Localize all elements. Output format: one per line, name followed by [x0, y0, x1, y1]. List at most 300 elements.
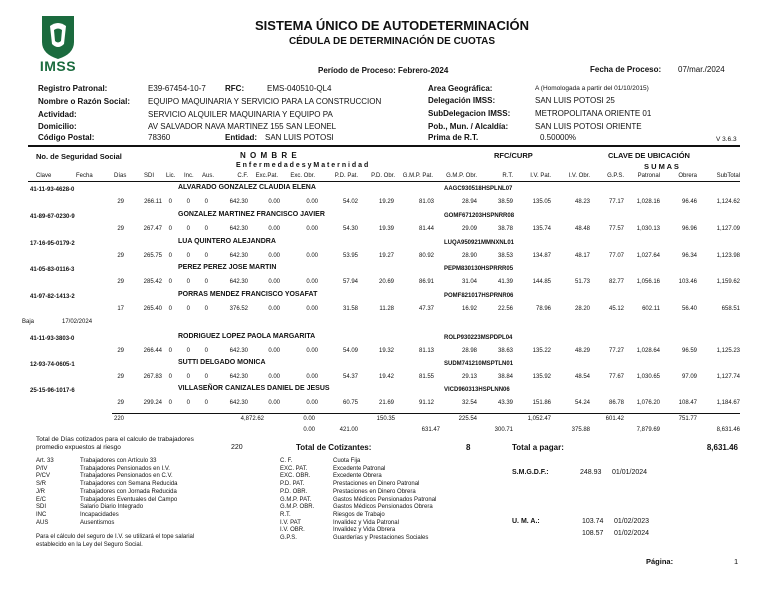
pagina-label: Página:: [646, 557, 674, 566]
row-value: 11.28: [379, 306, 394, 312]
row-value: 96.46: [681, 199, 697, 205]
header-top-rule: [28, 145, 740, 147]
col-clave-header: CLAVE DE UBICACIÓN: [608, 151, 690, 160]
legend-code: I.V. OBR.: [280, 527, 305, 534]
row-value: 1,124.62: [716, 199, 740, 205]
legend-desc: Trabajadores con Semana Reducida: [80, 481, 178, 488]
row-value: 602.11: [642, 306, 660, 312]
column-label: G.M.P. Pat.: [402, 173, 433, 179]
legend-desc: Trabajadores con Artículo 33: [80, 458, 157, 464]
column-label: Días: [114, 173, 127, 179]
baja-label: Baja: [22, 319, 35, 325]
uma-label: U. M. A.:: [512, 518, 540, 525]
row-value: 19.39: [378, 226, 394, 232]
row-value: 77.67: [608, 374, 624, 380]
legend-code: P/IV: [36, 465, 48, 472]
legend-desc: Trabajadores con Jornada Reducida: [80, 488, 177, 495]
row-value: 29.13: [461, 374, 477, 380]
row-value: 0: [168, 199, 172, 205]
row-value: 642.30: [229, 226, 248, 232]
total-cotizantes-label: Total de Cotizantes:: [296, 443, 372, 452]
legend-code: R.T.: [280, 511, 291, 518]
col-nss-header: No. de Seguridad Social: [36, 152, 122, 161]
imss-logo-text: IMSS: [39, 58, 77, 74]
total-pd-pat: 421.00: [339, 427, 358, 433]
row-value: 1,028.16: [636, 199, 660, 205]
row-value: 0: [204, 374, 208, 380]
row-value: 38.53: [497, 253, 513, 259]
rfc-curp-cell: POMF821017HSPRNR06: [444, 293, 514, 299]
row-value: 38.78: [497, 226, 513, 232]
total-obrera: 751.77: [678, 416, 697, 422]
legend-desc: Excedente Patronal: [333, 465, 386, 472]
row-value: 0: [186, 306, 190, 312]
imss-emblem-icon: [38, 14, 78, 60]
prima-value: 0.50000%: [540, 133, 577, 142]
row-value: 1,184.67: [716, 400, 740, 406]
nss-cell: 41-11-93-4628-0: [30, 187, 75, 193]
row-value: 21.69: [378, 400, 394, 406]
uma-date-1: 01/02/2023: [614, 518, 650, 525]
row-value: 0.00: [306, 400, 318, 406]
row-value: 48.54: [574, 374, 590, 380]
row-value: 29: [117, 400, 124, 406]
row-value: 38.59: [497, 199, 513, 205]
legend-code: I.V. PAT: [280, 519, 301, 526]
rfc-curp-cell: SUDM741210MSPTLN01: [444, 361, 514, 367]
row-value: 267.83: [143, 374, 162, 380]
row-value: 28.90: [461, 253, 477, 259]
periodo-proceso: Período de Proceso: Febrero-2024: [318, 66, 449, 75]
imss-logo: [38, 14, 78, 72]
employee-name: PEREZ PEREZ JOSE MARTIN: [178, 264, 277, 271]
row-value: 77.07: [608, 253, 624, 259]
row-value: 642.30: [229, 253, 248, 259]
row-value: 135.92: [532, 374, 551, 380]
row-value: 266.11: [144, 199, 162, 205]
row-value: 16.92: [461, 306, 477, 312]
total-gmp-pat: 631.47: [421, 427, 440, 433]
row-value: 43.39: [497, 400, 513, 406]
row-value: 29: [117, 226, 124, 232]
employee-name: LUA QUINTERO ALEJANDRA: [178, 238, 276, 245]
nss-cell: 41-89-67-0230-9: [30, 214, 75, 220]
row-value: 265.75: [143, 253, 162, 259]
row-value: 54.24: [574, 400, 590, 406]
row-value: 134.87: [532, 253, 551, 259]
row-value: 1,076.20: [636, 400, 660, 406]
row-value: 1,123.98: [716, 253, 740, 259]
row-value: 0: [204, 253, 208, 259]
total-subtotal: 8,631.46: [716, 427, 740, 433]
row-value: 81.13: [418, 348, 434, 354]
domicilio-label: Domicilio:: [38, 122, 77, 131]
row-value: 53.95: [342, 253, 358, 259]
row-value: 151.86: [532, 400, 551, 406]
legend-code: P.D. PAT.: [280, 481, 305, 488]
col-nombre-header: N O M B R E: [240, 151, 298, 160]
row-value: 54.02: [342, 199, 358, 205]
row-value: 0: [186, 348, 190, 354]
row-value: 1,028.64: [636, 348, 660, 354]
column-label: Aus.: [202, 173, 215, 179]
row-value: 17: [117, 306, 124, 312]
subdelegacion-value: METROPOLITANA ORIENTE 01: [535, 109, 652, 118]
row-value: 108.47: [678, 400, 697, 406]
row-value: 0: [186, 199, 190, 205]
total-gps: 601.42: [605, 416, 624, 422]
row-value: 28.98: [461, 348, 477, 354]
pagina-value: 1: [734, 557, 739, 566]
column-label: Exc.Pat.: [255, 173, 278, 179]
legend-iv-note: Para el cálculo del seguro de I.V. se utilizará el tope salarial establecido en la Ley del Seguro Social.: [36, 534, 195, 548]
rfc-curp-cell: AAGC930518HSPLNL07: [444, 186, 513, 192]
row-value: 31.58: [342, 306, 358, 312]
column-label: P.D. Pat.: [334, 173, 358, 179]
row-value: 77.17: [608, 199, 624, 205]
employee-name: GONZALEZ MARTINEZ FRANCISCO JAVIER: [178, 211, 325, 218]
row-value: 135.05: [532, 199, 551, 205]
rfc-curp-cell: ROLP930223MSPDPL04: [444, 335, 513, 341]
legend-desc: Trabajadores Pensionados en I.V.: [80, 465, 170, 472]
row-value: 267.47: [143, 226, 162, 232]
row-value: 1,027.64: [636, 253, 660, 259]
subdelegacion-label: SubDelegacion IMSS:: [428, 109, 511, 118]
row-value: 29: [117, 279, 124, 285]
nss-cell: 41-11-93-3803-0: [30, 336, 75, 342]
legend-desc: Cuota Fija: [333, 458, 361, 464]
row-value: 0.00: [306, 374, 318, 380]
row-value: 56.40: [681, 306, 697, 312]
legend-desc: Gastos Médicos Pensionados Obrera: [333, 504, 433, 511]
row-value: 48.29: [574, 348, 590, 354]
col-enf-header: E n f e r m e d a d e s y M a t e r n i d a d: [236, 162, 369, 169]
employee-name: PORRAS MENDEZ FRANCISCO YOSAFAT: [178, 291, 318, 298]
row-value: 1,056.16: [636, 279, 660, 285]
totals-rule: [112, 413, 740, 414]
row-value: 32.54: [461, 400, 477, 406]
column-label: G.P.S.: [607, 173, 624, 179]
column-label: Clave: [36, 173, 52, 179]
row-value: 91.12: [418, 400, 434, 406]
employee-name: SUTTI DELGADO MONICA: [178, 359, 266, 366]
total-pd-obr: 150.35: [376, 416, 395, 422]
dias-cotizados-value: 220: [231, 444, 243, 451]
total-dias: 220: [113, 416, 124, 422]
row-value: 0.00: [268, 226, 280, 232]
employee-name: VILLASEÑOR CANIZALES DANIEL DE JESUS: [178, 385, 330, 392]
legend-desc: Incapacidades: [80, 511, 119, 518]
legend-desc: Prestaciones en Dinero Obrera: [333, 488, 416, 495]
row-value: 0: [204, 348, 208, 354]
row-value: 0.00: [268, 348, 280, 354]
row-value: 48.48: [574, 226, 590, 232]
dias-cotizados-label: Total de Días cotizados para el calculo de trabajadores promedio expuestos al riesgo: [36, 436, 194, 451]
legend-code: G.P.S.: [280, 535, 297, 541]
row-value: 0.00: [306, 199, 318, 205]
column-label: SDI: [144, 173, 155, 179]
row-value: 0.00: [306, 279, 318, 285]
column-label: Exc. Obr.: [290, 173, 315, 179]
column-label: Fecha: [76, 173, 93, 179]
row-value: 28.94: [461, 199, 477, 205]
row-value: 28.20: [574, 306, 590, 312]
row-value: 97.09: [681, 374, 697, 380]
row-value: 60.75: [342, 400, 358, 406]
total-cf: 4,872.62: [240, 416, 264, 422]
area-label: Area Geográfica:: [428, 84, 493, 93]
row-value: 19.42: [378, 374, 394, 380]
total-exc-obr: 0.00: [303, 416, 315, 422]
legend-code: P.D. OBR.: [280, 488, 308, 495]
legend-code: E/C: [36, 496, 47, 503]
registro-label: Registro Patronal:: [38, 84, 108, 93]
row-value: 0.00: [268, 199, 280, 205]
rfc-curp-cell: LUQA950921MMNXNL01: [444, 240, 515, 246]
row-value: 0: [168, 226, 172, 232]
legend-code: AUS: [36, 519, 49, 526]
row-value: 376.52: [229, 306, 248, 312]
employee-name: ALVARADO GONZALEZ CLAUDIA ELENA: [178, 184, 316, 191]
row-value: 0.00: [268, 400, 280, 406]
row-value: 57.94: [342, 279, 358, 285]
column-label: Lic.: [166, 173, 176, 179]
row-value: 0: [204, 400, 208, 406]
legend-code: EXC. OBR.: [280, 473, 311, 480]
actividad-value: SERVICIO ALQUILER MAQUINARIA Y EQUIPO PA: [148, 110, 333, 119]
row-value: 0: [186, 253, 190, 259]
row-value: 41.39: [497, 279, 513, 285]
legend-code: EXC. PAT.: [280, 465, 308, 472]
legend-desc: Trabajadores Eventuales del Campo: [80, 496, 178, 503]
legend-code: P/CV: [36, 473, 51, 480]
legend-code: G.M.P. PAT.: [280, 496, 312, 503]
row-value: 78.96: [535, 306, 551, 312]
row-value: 38.63: [497, 348, 513, 354]
column-label: Obrera: [678, 173, 697, 179]
nss-cell: 41-97-82-1413-2: [30, 294, 75, 300]
row-value: 0: [168, 279, 172, 285]
column-label: C.F.: [237, 173, 248, 179]
column-label: SubTotal: [716, 173, 740, 179]
row-value: 96.59: [681, 348, 697, 354]
prima-label: Prima de R.T.: [428, 133, 479, 142]
row-value: 642.30: [229, 374, 248, 380]
row-value: 103.46: [678, 279, 697, 285]
col-rfc-header: RFC/CURP: [494, 151, 533, 160]
row-value: 658.51: [721, 306, 740, 312]
row-value: 54.09: [342, 348, 358, 354]
rfc-value: EMS-040510-QL4: [267, 84, 332, 93]
col-sumas-header: S U M A S: [644, 162, 679, 171]
delegacion-label: Delegación IMSS:: [428, 96, 496, 105]
row-value: 77.57: [608, 226, 624, 232]
page-subtitle: CÉDULA DE DETERMINACIÓN DE CUOTAS: [288, 36, 496, 47]
fecha-proceso-label: Fecha de Proceso:: [590, 65, 662, 74]
nss-cell: 41-05-83-0116-3: [30, 267, 75, 273]
row-value: 1,030.13: [636, 226, 660, 232]
row-value: 51.73: [574, 279, 590, 285]
legend-code: SDI: [36, 504, 47, 511]
row-value: 0: [186, 226, 190, 232]
row-value: 77.27: [608, 348, 624, 354]
row-value: 0: [204, 279, 208, 285]
row-value: 0.00: [306, 253, 318, 259]
row-value: 642.30: [229, 279, 248, 285]
uma-value-1: 103.74: [582, 518, 604, 525]
employee-name: RODRIGUEZ LOPEZ PAOLA MARGARITA: [178, 333, 316, 340]
row-value: 0.00: [268, 253, 280, 259]
pob-value: SAN LUIS POTOSI ORIENTE: [535, 122, 642, 131]
row-value: 0: [168, 306, 172, 312]
nombre-value: EQUIPO MAQUINARIA Y SERVICIO PARA LA CONSTRUCCION: [148, 97, 382, 106]
row-value: 0: [168, 400, 172, 406]
domicilio-value: AV SALVADOR NAVA MARTINEZ 155 SAN LEONEL: [148, 122, 337, 131]
legend-code: INC: [36, 511, 47, 518]
legend-desc: Trabajadores Pensionados en C.V.: [80, 473, 173, 480]
cp-value: 78360: [148, 133, 171, 142]
legend-desc: Ausentismos: [80, 519, 115, 526]
legend-desc: Invalidez y Vida Obrera: [333, 527, 396, 534]
nombre-label: Nombre o Razón Social:: [38, 97, 131, 106]
row-value: 1,125.23: [716, 348, 740, 354]
row-value: 135.22: [532, 348, 551, 354]
row-value: 29: [117, 253, 124, 259]
row-value: 0: [168, 253, 172, 259]
total-exc-pat: 0.00: [303, 427, 315, 433]
rfc-curp-cell: VICD960313HSPLNN06: [444, 387, 510, 393]
actividad-label: Actividad:: [38, 110, 77, 119]
total-iv-pat: 1,052.47: [527, 416, 551, 422]
row-value: 29: [117, 374, 124, 380]
row-value: 29: [117, 348, 124, 354]
row-value: 29.09: [461, 226, 477, 232]
rfc-curp-cell: PEPM830130HSPRRR05: [444, 266, 514, 272]
delegacion-value: SAN LUIS POTOSI 25: [535, 96, 615, 105]
row-value: 642.30: [229, 199, 248, 205]
row-value: 19.27: [378, 253, 394, 259]
row-value: 82.77: [608, 279, 624, 285]
column-label: G.M.P. Obr.: [446, 173, 477, 179]
legend-code: Art. 33: [36, 458, 54, 464]
smgdf-date: 01/01/2024: [612, 469, 648, 476]
row-value: 135.74: [532, 226, 551, 232]
row-value: 642.30: [229, 348, 248, 354]
row-value: 86.78: [608, 400, 624, 406]
baja-date: 17/02/2024: [62, 319, 93, 325]
row-value: 47.37: [418, 306, 434, 312]
legend-desc: Gastos Médicos Pensionados Patronal: [333, 496, 437, 503]
column-label: Inc.: [184, 173, 194, 179]
column-label: I.V. Obr.: [568, 173, 590, 179]
row-value: 22.56: [497, 306, 513, 312]
row-value: 266.44: [143, 348, 162, 354]
row-value: 299.24: [143, 400, 162, 406]
rfc-curp-cell: GOMF671203HSPNRR08: [444, 213, 515, 219]
row-value: 29: [117, 199, 124, 205]
nss-cell: 25-15-96-1017-6: [30, 388, 75, 394]
row-value: 0.00: [306, 306, 318, 312]
legend-code: G.M.P. OBR.: [280, 504, 315, 511]
row-value: 48.17: [574, 253, 590, 259]
row-value: 285.42: [143, 279, 162, 285]
row-value: 0: [168, 348, 172, 354]
row-value: 1,030.65: [636, 374, 660, 380]
row-value: 38.84: [497, 374, 513, 380]
legend-desc: Guarderías y Prestaciones Sociales: [333, 535, 429, 541]
legend-desc: Invalidez y Vida Patronal: [333, 519, 399, 526]
total-gmp-obr: 225.54: [458, 416, 477, 422]
row-value: 0: [186, 279, 190, 285]
legend-code: S/R: [36, 481, 47, 488]
area-value: A (Homologada a partir del 01/10/2015): [535, 85, 649, 92]
entidad-value: SAN LUIS POTOSI: [265, 133, 334, 142]
row-value: 1,159.62: [716, 279, 740, 285]
legend-code: J/R: [36, 488, 45, 495]
row-value: 0.00: [306, 348, 318, 354]
legend-desc: Salario Diario Integrado: [80, 504, 144, 511]
row-value: 0.00: [268, 306, 280, 312]
row-value: 265.40: [143, 306, 162, 312]
total-pagar-label: Total a pagar:: [512, 443, 564, 452]
row-value: 31.04: [461, 279, 477, 285]
cp-label: Código Postal:: [38, 133, 95, 142]
row-value: 81.03: [418, 199, 434, 205]
total-cotizantes-value: 8: [466, 443, 471, 452]
uma-value-2: 108.57: [582, 530, 604, 537]
row-value: 0: [204, 199, 208, 205]
row-value: 86.91: [418, 279, 434, 285]
row-value: 0: [186, 374, 190, 380]
nss-cell: 12-93-74-0605-1: [30, 362, 75, 368]
row-value: 20.69: [378, 279, 394, 285]
page-title: SISTEMA ÚNICO DE AUTODETERMINACIÓN: [255, 18, 529, 33]
row-value: 19.32: [378, 348, 394, 354]
smgdf-value: 248.93: [580, 469, 602, 476]
row-value: 0.00: [268, 279, 280, 285]
row-value: 0.00: [306, 226, 318, 232]
total-pagar-value: 8,631.46: [706, 443, 738, 452]
entidad-label: Entidad:: [225, 133, 257, 142]
fecha-proceso-value: 07/mar./2024: [678, 65, 725, 74]
row-value: 81.55: [418, 374, 434, 380]
legend-desc: Prestaciones en Dinero Patronal: [333, 481, 420, 488]
total-patronal: 7,879.69: [636, 427, 660, 433]
rfc-label: RFC:: [225, 84, 245, 93]
row-value: 642.30: [229, 400, 248, 406]
row-value: 54.37: [342, 374, 358, 380]
legend-code: C. F.: [280, 458, 293, 464]
column-label: R.T.: [502, 173, 513, 179]
row-value: 80.92: [418, 253, 434, 259]
legend-desc: Excedente Obrera: [333, 473, 382, 480]
row-value: 0: [186, 400, 190, 406]
nss-cell: 17-16-95-0179-2: [30, 241, 75, 247]
smgdf-label: S.M.G.D.F.:: [512, 469, 549, 476]
column-label: Patronal: [637, 173, 660, 179]
row-value: 19.29: [378, 199, 394, 205]
row-value: 0: [168, 374, 172, 380]
row-value: 45.12: [608, 306, 624, 312]
row-value: 96.96: [681, 226, 697, 232]
row-value: 0: [204, 226, 208, 232]
total-iv-obr: 375.88: [571, 427, 590, 433]
total-rt: 300.71: [494, 427, 513, 433]
row-value: 81.44: [418, 226, 434, 232]
column-label: I.V. Pat.: [530, 173, 551, 179]
row-value: 0: [204, 306, 208, 312]
uma-date-2: 01/02/2024: [614, 530, 650, 537]
